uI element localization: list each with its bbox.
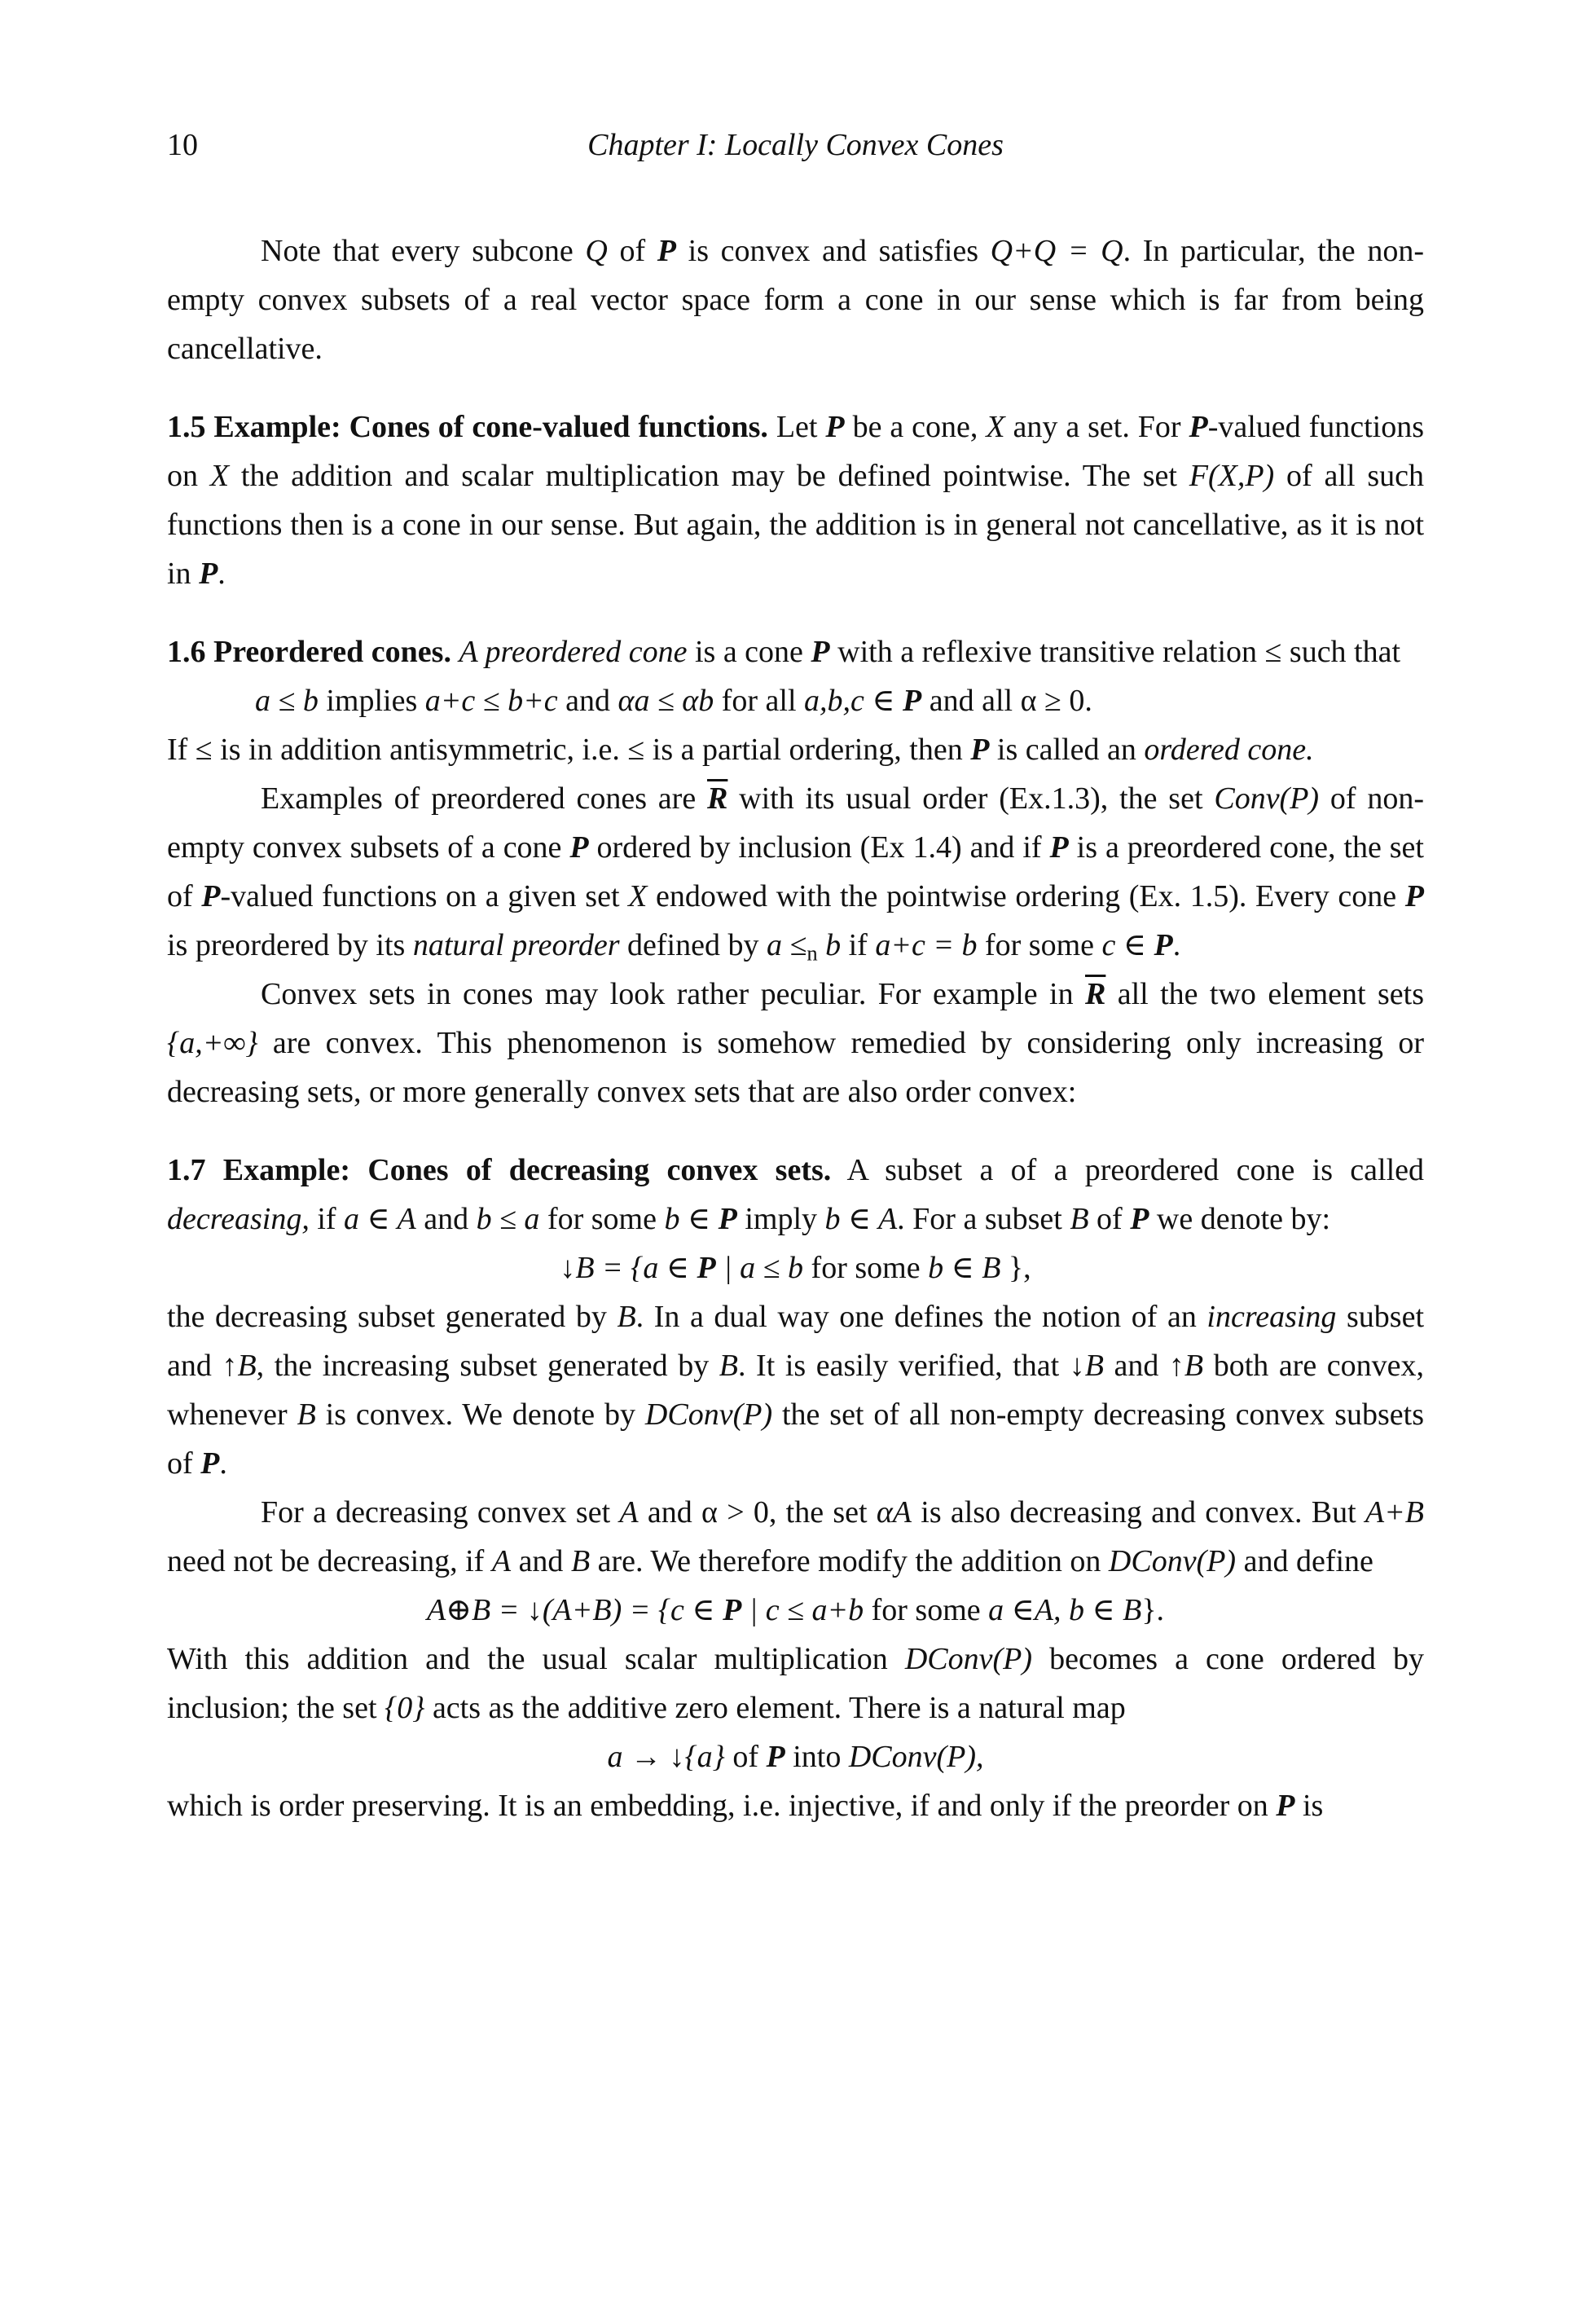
section-heading: 1.7 Example: Cones of decreasing convex sets. (167, 1153, 832, 1187)
defined-term: A preordered cone (459, 635, 688, 669)
section-1-7: 1.7 Example: Cones of decreasing convex sets. A subset a of a preordered cone is called decreasing, if a ∈ A and b ≤ a for some b ∈ P imply b ∈ A. For a subset B of P we denote by: (167, 1153, 1424, 1236)
running-title: Chapter I: Locally Convex Cones (587, 128, 1004, 162)
section-heading: 1.5 Example: Cones of cone-valued functions. (167, 410, 768, 444)
formula-map: a → ↓{a} of P into DConv(P), (607, 1740, 984, 1774)
paragraph-subcone-note: Note that every subcone Q of P is convex and satisfies Q+Q = Q. In particular, the non-empty convex subsets of a real vector space form a cone in our sense which is far from being cancellative. (167, 234, 1424, 366)
page-body (167, 227, 1424, 1830)
section-heading: 1.6 Preordered cones. (167, 635, 451, 669)
line-ordered-cone: If ≤ is in addition antisymmetric, i.e. ≤ is a partial ordering, then P is called an ordered cone. (167, 733, 1314, 767)
page-header (167, 122, 1424, 168)
formula-oplus: A⊕B = ↓(A+B) = {c ∈ P | c ≤ a+b for some a ∈A, b ∈ B}. (426, 1593, 1165, 1627)
page-number: 10 (167, 128, 198, 162)
paragraph-decreasing-subset: the decreasing subset generated by B. In a dual way one defines the notion of an increasing subset and ↑B, the increasing subset generated by B. It is easily verified, that ↓B and ↑B both are convex, whenever B is convex. We denote by DConv(P) the set of all non-empty decreasing convex subsets of P. (167, 1300, 1424, 1481)
paragraph-embedding: which is order preserving. It is an embedding, i.e. injective, if and only if the preorder on P is (167, 1789, 1324, 1823)
paragraph-addition: For a decreasing convex set A and α > 0, the set αA is also decreasing and convex. But A+B need not be decreasing, if A and B are. We therefore modify the addition on DConv(P) and define (167, 1495, 1424, 1578)
section-1-6: 1.6 Preordered cones. A preordered cone is a cone P with a reflexive transitive relation ≤ such that (167, 635, 1401, 669)
section-1-5: 1.5 Example: Cones of cone-valued functions. Let P be a cone, X any a set. For P-valued functions on X the addition and scalar multiplication may be defined pointwise. The set F(X,P) of all such functions then is a cone in our sense. But again, the addition is in general not cancellative, as it is not in P. (167, 410, 1425, 591)
paragraph-preorder-examples: Examples of preordered cones are $\overline{R}$ with its usual order (Ex.1.3), the set Conv(P) of non-empty convex subsets of a cone P ordered by inclusion (Ex 1.4) and if P is a preordered cone, the set of P-valued functions on a given set X endowed with the pointwise ordering (Ex. 1.5). Every cone P is preordered by its natural preorder defined by $a \le_n$ b if a+c = b for some c ∈ P. (167, 781, 1424, 966)
paragraph-natural-map: With this addition and the usual scalar multiplication DConv(P) becomes a cone ordered by inclusion; the set {0} acts as the additive zero element. There is a natural map (167, 1642, 1424, 1725)
paragraph-convex-sets: Convex sets in cones may look rather peculiar. For example in $\overline{R}$ all the two element sets {a,+∞} are convex. This phenomenon is somehow remedied by considering only increasing or decreasing sets, or more generally convex sets that are also order convex: (167, 977, 1424, 1109)
formula-preorder: a ≤ b implies a+c ≤ b+c and αa ≤ αb for all a,b,c ∈ P and all α ≥ 0. (255, 684, 1092, 718)
formula-decreasing-subset: ↓B = {a ∈ P | a ≤ b for some b ∈ B }, (560, 1251, 1031, 1285)
